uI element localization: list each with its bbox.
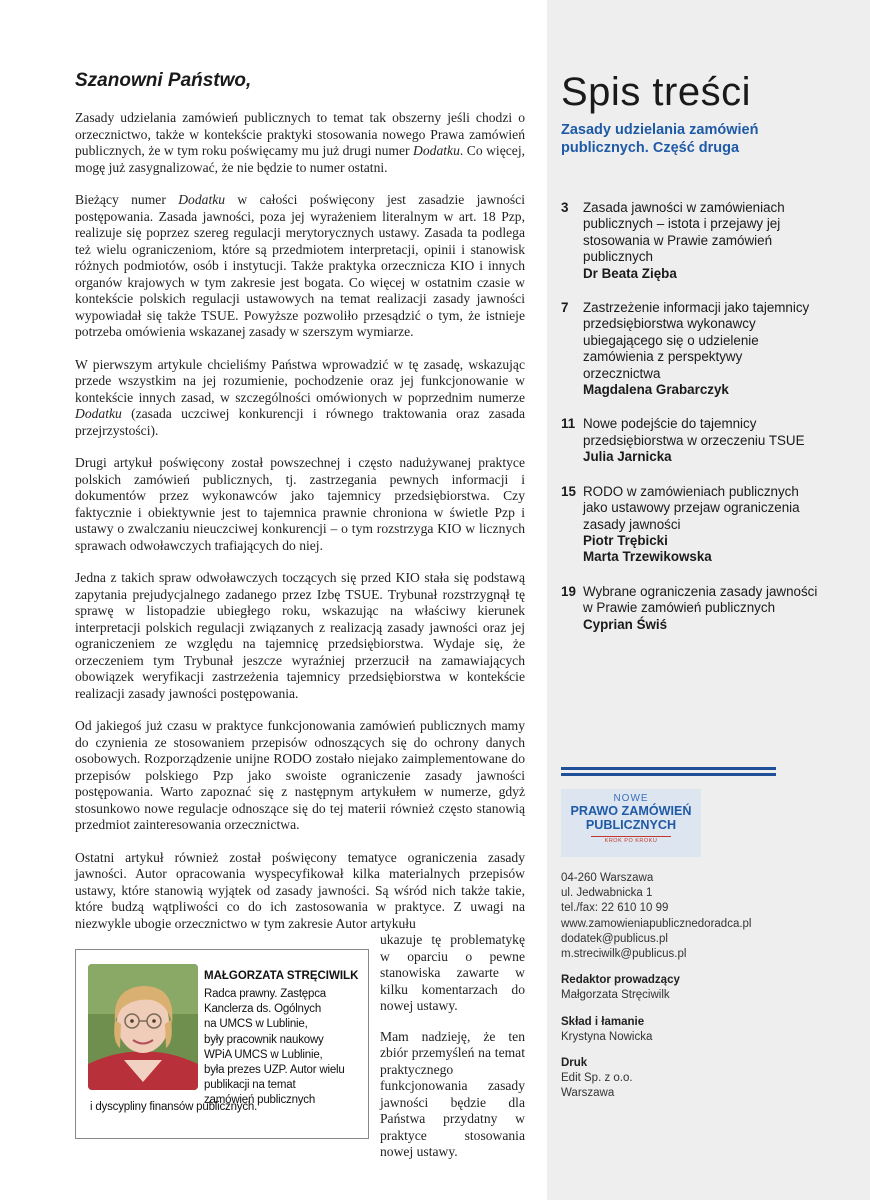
logo-top-text: NOWE: [613, 793, 649, 804]
toc-item-author: Cyprian Świś: [583, 616, 668, 632]
divider-rule: [561, 767, 776, 770]
author-description-last: i dyscypliny finansów publicznych.: [90, 1101, 258, 1113]
typeset-label: Skład i łamanie: [561, 1015, 645, 1028]
toc-item[interactable]: [561, 584, 821, 633]
letter-paragraph-7: Ostatni artykuł również został poświęcony tematyce ograniczenia zasady jawności. Autor opracowania wyspecyfikował kilka materialnych przepisów ustawy, które stanowią wyjątek od zasady jawności. Są wśród nich także takie, które budzą wątpliwości co do ich zastosowania w praktyce. Z uwagi na niezwykle ubogie orzecznictwo w tym zakresie Autor artykułu: [75, 849, 525, 931]
letter-greeting: Szanowni Państwo,: [75, 70, 252, 91]
toc-item-author: Marta Trzewikowska: [583, 549, 712, 565]
toc-page-number: 15: [561, 483, 576, 499]
toc-item-author: Piotr Trębicki: [583, 532, 668, 548]
letter: [75, 70, 525, 1159]
print-label: Druk: [561, 1057, 588, 1070]
divider-rule: [561, 773, 776, 776]
toc-item-title: Zastrzeżenie informacji jako tajemnicy przedsiębiorstwa wykonawcy ubiegającego się o udzielenie zamówienia z perspektywy orzecznictwa: [583, 300, 810, 381]
toc-item[interactable]: [561, 416, 821, 465]
letter-right-column: [380, 932, 525, 1175]
typeset-block: [561, 1015, 752, 1045]
toc-item-author: Julia Jarnicka: [583, 449, 672, 465]
sidebar: [547, 0, 870, 1200]
toc-subtitle: Zasady udzielania zamówień publicznych. Część druga: [561, 122, 759, 156]
address-line: 04-260 Warszawa: [561, 872, 654, 884]
logo-tagline: KROK PO KROKU: [591, 836, 671, 844]
editor-name: Małgorzata Stręciwilk: [561, 989, 670, 1002]
toc-item[interactable]: [561, 200, 821, 282]
toc-title: Spis treści: [561, 70, 751, 114]
address-block: [561, 871, 752, 962]
toc-page-number: 19: [561, 583, 576, 599]
toc-page-number: 3: [561, 200, 569, 215]
editor-label: Redaktor prowadzący: [561, 974, 680, 987]
letter-paragraph-1: Zasady udzielania zamówień publicznych to temat tak obszerny jeśli chodzi o orzecznictwo, także w kontekście praktyki stosowania nowego Prawa zamówień publicznych, że w tym roku poświęcamy mu już drugi numer Dodatku. Co więcej, mogę już zasygnalizować, że nie będzie to numer ostatni.: [75, 110, 525, 175]
contact-info: [561, 871, 752, 1113]
website-link[interactable]: www.zamowieniapublicznedoradca.pl: [561, 917, 752, 930]
toc-page-number: 7: [561, 300, 569, 316]
print-city: Warszawa: [561, 1087, 615, 1100]
letter-paragraph-7-continued: ukazuje tę problematykę w oparciu o pewne stanowiska zawarte w kilku komentarzach do nowej ustawy.: [380, 932, 525, 1013]
publication-logo: [561, 789, 701, 857]
toc-list: [561, 200, 821, 651]
letter-paragraph-3: W pierwszym artykule chcieliśmy Państwa wprowadzić w tę zasadę, wskazując przede wszystkim na jej rozumienie, pochodzenie oraz jej funkcjonowanie w kontekście innych zasad, w szczególności omówionych w poprzednim numerze Dodatku (zasada uczciwej konkurencji i równego traktowania oraz zasada przejrzystości).: [75, 356, 525, 438]
letter-paragraph-2: Bieżący numer Dodatku w całości poświęcony jest zasadzie jawności postępowania. Zasada jawności, poza jej wyrażeniem literalnym w art. 18 Pzp, realizuje się poprzez szereg regulacji merytorycznych ustawy. Zasada ta podlega też wielu ograniczeniom, które są przedmiotem interpretacji, opinii i stanowisk różnych podmiotów, osób i instytucji. Także praktyka orzecznicza KIO i innych organów krajowych w tym zakresie jest bogata. Co więcej w ostatnim czasie w kontekście polskich regulacji ustawowych na temat realizacji zasady jawności wypowiadał się także TSUE. Powyższe pozwoliło przesądzić o tym, że istnieje potrzeba omówienia wskazanej zasady w szerszym wymiarze.: [75, 192, 525, 339]
author-description: Radca prawny. Zastępca Kanclerza ds. Ogólnych na UMCS w Lublinie, były pracownik naukowy WPiA UMCS w Lublinie, była prezes UZP. Autor wielu publikacji na temat zamówień publicznych: [204, 988, 345, 1107]
toc-item[interactable]: [561, 300, 821, 398]
letter-paragraph-8: Mam nadzieję, że ten zbiór przemyśleń na temat praktycznego funkcjonowania zasady jawności będzie dla Państwa przydatny w praktyce stosowania nowej ustawy.: [380, 1028, 525, 1159]
letter-paragraph-4: Drugi artykuł poświęcony został powszechnej i często nadużywanej praktyce polskich zamówień publicznych, tj. zastrzegania pewnych informacji i dokumentów przez wykonawców jako tajemnicy przedsiębiorstwa. Czy faktycznie i obiektywnie jest to tajemnica prawnie chroniona w świetle Pzp i ustawy o zwalczaniu nieuczciwej konkurencji – o tym rozstrzyga KIO w licznych sprawach odwoławczych trafiających do niej.: [75, 455, 525, 553]
author-photo: [88, 964, 198, 1090]
address-line: ul. Jedwabnicka 1: [561, 887, 653, 900]
toc-item-title: Zasada jawności w zamówieniach publicznych – istota i przejawy jej stosowania w Prawie zamówień publicznych: [583, 200, 785, 265]
toc-item-title: Nowe podejście do tajemnicy przedsiębiorstwa w orzeczeniu TSUE: [583, 416, 805, 448]
toc-page-number: 11: [561, 416, 576, 432]
toc-item-title: Wybrane ograniczenia zasady jawności w Prawie zamówień publicznych: [583, 583, 818, 616]
typeset-name: Krystyna Nowicka: [561, 1030, 653, 1043]
author-bio-box: [75, 949, 369, 1139]
email-link[interactable]: m.streciwilk@publicus.pl: [561, 948, 687, 961]
email-link[interactable]: dodatek@publicus.pl: [561, 932, 668, 945]
logo-title-line-1: PRAWO ZAMÓWIEŃ: [570, 804, 692, 818]
toc-item-author: Magdalena Grabarczyk: [583, 382, 729, 398]
toc-item-title: RODO w zamówieniach publicznych jako ustawowy przejaw ograniczenia zasady jawności: [583, 483, 800, 532]
phone-fax: tel./fax: 22 610 10 99: [561, 902, 669, 915]
logo-title-line-2: PUBLICZNYCH: [585, 818, 677, 832]
editor-block: [561, 973, 752, 1003]
print-company: Edit Sp. z o.o.: [561, 1072, 633, 1085]
letter-paragraph-5: Jedna z takich spraw odwoławczych toczących się przed KIO stała się podstawą zapytania prejudycjalnego zadanego przez Izbę TSUE. Trybunał rozstrzygnął tę sprawę w listopadzie ubiegłego roku, wskazując na właściwy kierunek interpretacji polskich regulacji związanych z realizacją zasady jawności oraz jej ograniczeniem ze względu na tajemnicę przedsiębiorstwa. Wydaje się, że orzeczeniem tym Trybunał jeszcze wyraźniej przerzucił na zamawiających obowiązek weryfikacji zastrzeżenia tajemnicy przedsiębiorstwa w kontekście realizacji zasady jawności postępowania.: [75, 570, 525, 701]
toc-item[interactable]: [561, 484, 821, 566]
author-name: MAŁGORZATA STRĘCIWILK: [204, 970, 359, 982]
author-portrait-image: [88, 964, 198, 1090]
letter-paragraph-6: Od jakiegoś już czasu w praktyce funkcjonowania zamówień publicznych mamy do czynienia ze stosowaniem przepisów odnoszących się do ochrony danych osobowych. Rozporządzenie unijne RODO zostało niejako zaimplementowane do przepisów polskiego Pzp jako swoiste ograniczenie zasady jawności postępowania. Warto zapoznać się z następnym artykułem w numerze, gdyż stosunkowo nowe regulacje odnoszące się do tej materii również często stanowią przedmiot zainteresowania orzecznictwa.: [75, 718, 525, 832]
toc-item-author: Dr Beata Zięba: [583, 265, 677, 281]
print-block: [561, 1056, 752, 1102]
